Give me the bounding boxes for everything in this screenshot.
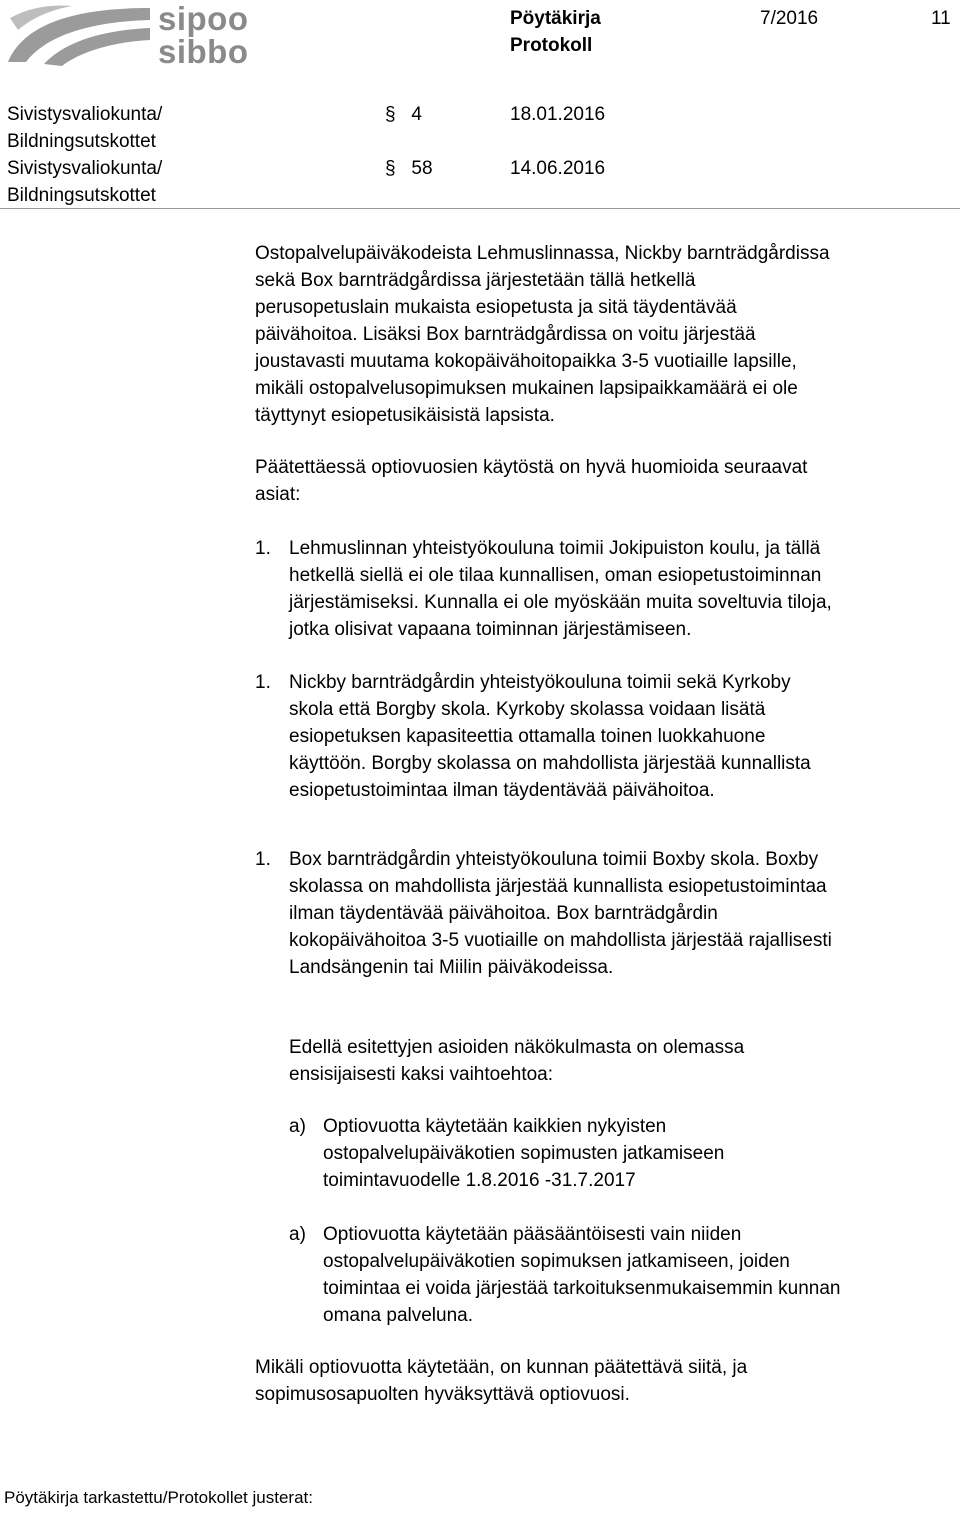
list-item-number: 1. bbox=[255, 849, 271, 870]
text-line: Optiovuotta käytetään pääsääntöisesti vain niiden bbox=[323, 1224, 742, 1245]
document-type-sv: Protokoll bbox=[510, 35, 593, 56]
document-type-fi: Pöytäkirja bbox=[510, 8, 601, 29]
alternatives-intro bbox=[289, 1034, 960, 1088]
text-line: järjestämiseksi. Kunnalla ei ole myöskään muita soveltuvia tiloja, bbox=[289, 592, 832, 613]
logo-line-sipoo: sipoo bbox=[158, 0, 249, 37]
section-sign: § bbox=[385, 104, 396, 125]
text-line: asiat: bbox=[255, 484, 301, 505]
list-item-text bbox=[289, 535, 960, 643]
meeting-reference bbox=[7, 101, 947, 155]
intro-paragraph bbox=[255, 240, 960, 429]
meeting-date: 14.06.2016 bbox=[510, 158, 606, 179]
issue-number: 7/2016 bbox=[760, 8, 819, 29]
option-text bbox=[323, 1113, 960, 1194]
meeting-date: 18.01.2016 bbox=[510, 104, 606, 125]
text-line: skolassa on mahdollista järjestää kunnallista esiopetustoimintaa bbox=[289, 876, 827, 897]
text-line: sekä Box barnträdgårdissa järjestetään tällä hetkellä bbox=[255, 270, 696, 291]
committee-name bbox=[7, 155, 162, 209]
text-line: käyttöön. Borgby skolassa on mahdollista järjestää kunnallista bbox=[289, 753, 811, 774]
text-line: Päätettäessä optiovuosien käytöstä on hyvä huomioida seuraavat bbox=[255, 457, 808, 478]
logo-wordmark bbox=[158, 2, 249, 68]
text-line: jotka olisivat vapaana toiminnan järjestämiseen. bbox=[289, 619, 692, 640]
option-text bbox=[323, 1221, 960, 1329]
meeting-reference bbox=[7, 155, 947, 209]
list-item-text bbox=[289, 846, 960, 981]
text-line: Landsängenin tai Miilin päiväkodeissa. bbox=[289, 957, 614, 978]
text-line: Nickby barnträdgårdin yhteistyökouluna toimii sekä Kyrkoby bbox=[289, 672, 791, 693]
list-item-text bbox=[289, 669, 960, 804]
closing-paragraph bbox=[255, 1354, 960, 1408]
text-line: ilman täydentävää päivähoitoa. Box barnträdgårdin bbox=[289, 903, 718, 924]
logo-line-sibbo: sibbo bbox=[158, 33, 249, 70]
text-line: kokopäivähoitoa 3-5 vuotiaille on mahdollista järjestää rajallisesti bbox=[289, 930, 832, 951]
text-line: skola että Borgby skola. Kyrkoby skolassa voidaan lisätä bbox=[289, 699, 766, 720]
section-value: 4 bbox=[411, 104, 422, 125]
text-line: sopimusosapuolten hyväksyttävä optiovuosi. bbox=[255, 1384, 630, 1405]
list-item-number: 1. bbox=[255, 538, 271, 559]
text-line: esiopetustoimintaa ilman täydentävää päivähoitoa. bbox=[289, 780, 715, 801]
list-item-number: 1. bbox=[255, 672, 271, 693]
text-line: Lehmuslinnan yhteistyökouluna toimii Jokipuiston koulu, ja tällä bbox=[289, 538, 821, 559]
text-line: ostopalvelupäiväkotien sopimuksen jatkamiseen, joiden bbox=[323, 1251, 790, 1272]
text-line: Box barnträdgårdin yhteistyökouluna toimii Boxby skola. Boxby bbox=[289, 849, 819, 870]
text-line: omana palveluna. bbox=[323, 1305, 473, 1326]
committee-name-sv: Bildningsutskottet bbox=[7, 131, 156, 152]
text-line: Mikäli optiovuotta käytetään, on kunnan päätettävä siitä, ja bbox=[255, 1357, 748, 1378]
committee-name-sv: Bildningsutskottet bbox=[7, 185, 156, 206]
text-line: ostopalvelupäiväkotien sopimusten jatkamiseen bbox=[323, 1143, 725, 1164]
text-line: täyttynyt esiopetusikäisistä lapsista. bbox=[255, 405, 555, 426]
option-label: a) bbox=[289, 1224, 306, 1245]
section-number bbox=[385, 155, 433, 182]
sipoo-logo-icon bbox=[4, 2, 154, 68]
section-value: 58 bbox=[411, 158, 433, 179]
text-line: perusopetuslain mukaista esiopetusta ja sitä täydentävää bbox=[255, 297, 737, 318]
text-line: päivähoitoa. Lisäksi Box barnträdgårdissa on voitu järjestää bbox=[255, 324, 756, 345]
committee-name-fi: Sivistysvaliokunta/ bbox=[7, 104, 163, 125]
text-line: esiopetuksen kapasiteettia ottamalla toinen luokkahuone bbox=[289, 726, 766, 747]
committee-name-fi: Sivistysvaliokunta/ bbox=[7, 158, 163, 179]
text-line: toimintavuodelle 1.8.2016 -31.7.2017 bbox=[323, 1170, 636, 1191]
text-line: hetkellä siellä ei ole tilaa kunnallisen, oman esiopetustoiminnan bbox=[289, 565, 822, 586]
section-number bbox=[385, 101, 422, 128]
text-line: toimintaa ei voida järjestää tarkoituksenmukaisemmin kunnan bbox=[323, 1278, 841, 1299]
option-label: a) bbox=[289, 1116, 306, 1137]
text-line: Ostopalvelupäiväkodeista Lehmuslinnassa, Nickby barnträdgårdissa bbox=[255, 243, 830, 264]
footer-review-note: Pöytäkirja tarkastettu/Protokollet justerat: bbox=[4, 1488, 313, 1507]
text-line: Edellä esitettyjen asioiden näkökulmasta on olemassa bbox=[289, 1037, 745, 1058]
consider-paragraph bbox=[255, 454, 960, 508]
header-divider bbox=[0, 208, 960, 209]
text-line: ensisijaisesti kaksi vaihtoehtoa: bbox=[289, 1064, 554, 1085]
committee-name bbox=[7, 101, 162, 155]
page-number: 11 bbox=[931, 8, 951, 29]
text-line: Optiovuotta käytetään kaikkien nykyisten bbox=[323, 1116, 667, 1137]
text-line: mikäli ostopalvelusopimuksen mukainen lapsipaikkamäärä ei ole bbox=[255, 378, 798, 399]
text-line: joustavasti muutama kokopäivähoitopaikka 3-5 vuotiaille lapsille, bbox=[255, 351, 797, 372]
section-sign: § bbox=[385, 158, 396, 179]
document-type bbox=[510, 5, 601, 59]
